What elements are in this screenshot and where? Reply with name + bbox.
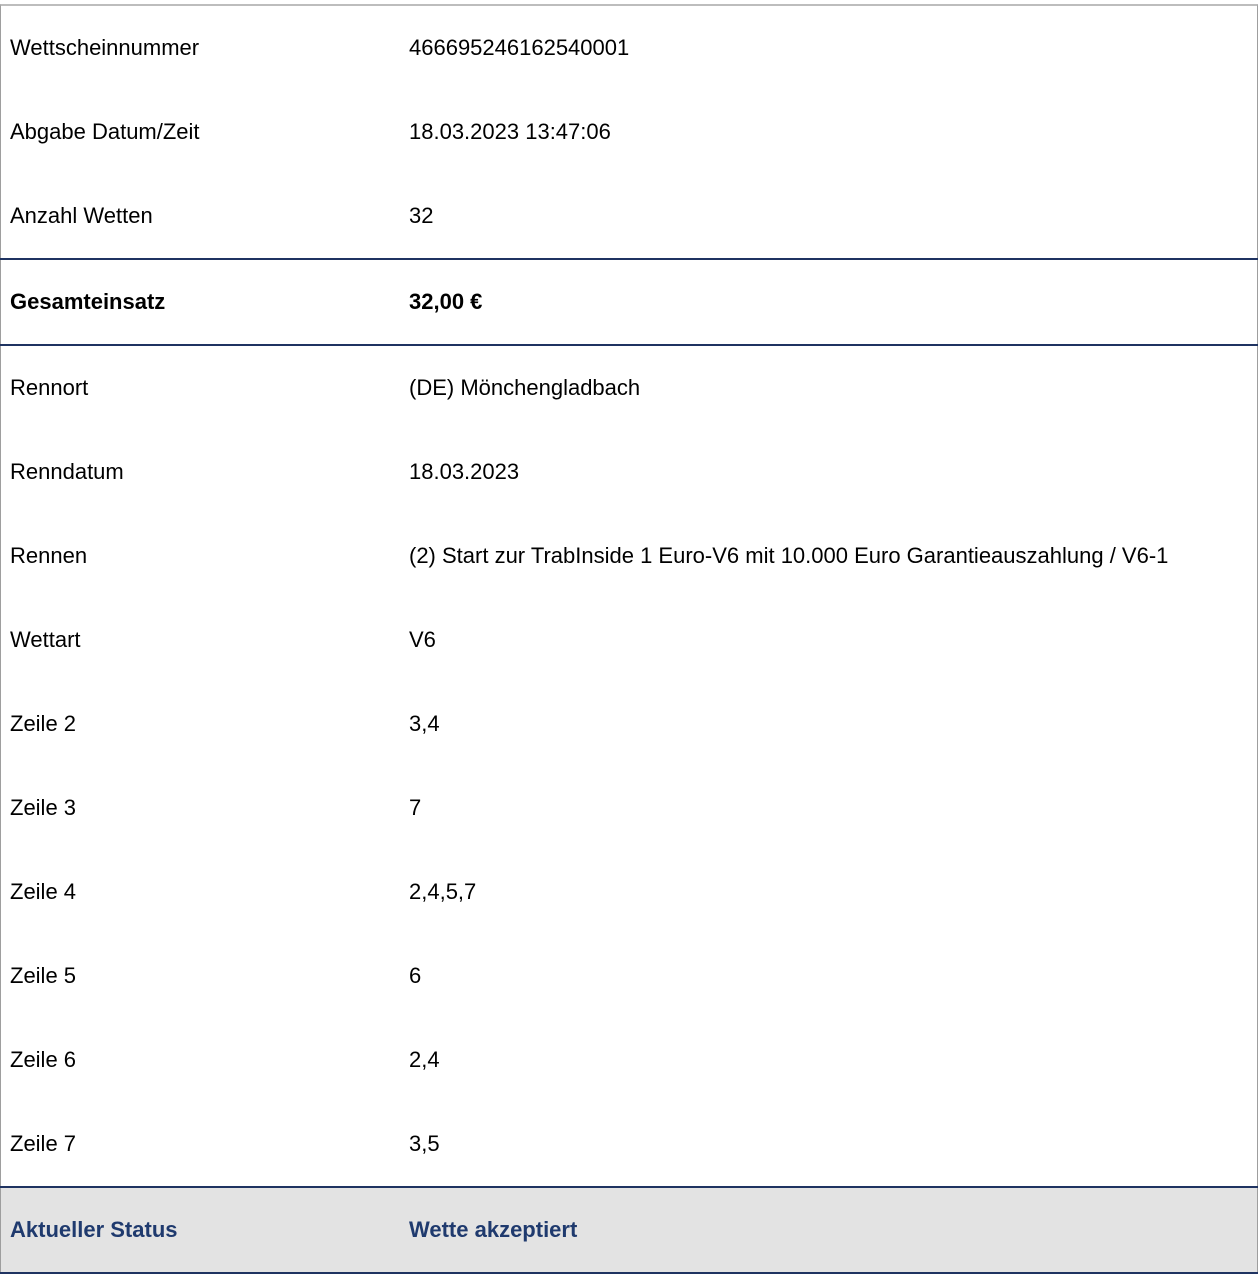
- row-label: Zeile 2: [10, 711, 77, 736]
- row-label: Abgabe Datum/Zeit: [10, 119, 200, 144]
- status-label: Aktueller Status: [10, 1217, 178, 1242]
- row-value: 18.03.2023 13:47:06: [409, 119, 611, 144]
- row-value: 32,00 €: [409, 289, 483, 314]
- row-value: 2,4,5,7: [409, 879, 477, 904]
- row-label: Rennen: [10, 543, 88, 568]
- row-label: Wettart: [10, 627, 81, 652]
- row-value: (2) Start zur TrabInside 1 Euro-V6 mit 10.000 Euro Garantieauszahlung / V6-1: [409, 543, 1169, 568]
- row-label: Zeile 4: [10, 879, 77, 904]
- row-line-4: [0, 850, 1258, 934]
- row-value: 7: [409, 795, 422, 820]
- row-submission-datetime: [0, 90, 1258, 174]
- status-value: Wette akzeptiert: [409, 1217, 578, 1242]
- row-race: [0, 514, 1258, 598]
- row-line-5: [0, 934, 1258, 1018]
- row-label: Renndatum: [10, 459, 124, 484]
- row-line-2: [0, 682, 1258, 766]
- row-line-6: [0, 1018, 1258, 1102]
- row-label: Zeile 3: [10, 795, 77, 820]
- row-label: Zeile 7: [10, 1131, 77, 1156]
- row-label: Zeile 6: [10, 1047, 77, 1072]
- row-ticket-number: [0, 6, 1258, 90]
- row-label: Anzahl Wetten: [10, 203, 153, 228]
- row-value: (DE) Mönchengladbach: [409, 375, 641, 400]
- row-race-location: [0, 346, 1258, 430]
- row-value: V6: [409, 627, 436, 652]
- row-value: 466695246162540001: [409, 35, 630, 60]
- row-bet-type: [0, 598, 1258, 682]
- row-value: 32: [409, 203, 434, 228]
- row-line-3: [0, 766, 1258, 850]
- row-current-status: [1, 1188, 1257, 1272]
- row-label: Gesamteinsatz: [10, 289, 166, 314]
- row-line-7: [0, 1102, 1258, 1186]
- row-value: 6: [409, 963, 422, 988]
- row-label: Zeile 5: [10, 963, 77, 988]
- row-label: Rennort: [10, 375, 89, 400]
- row-value: 3,4: [409, 711, 440, 736]
- row-value: 18.03.2023: [409, 459, 520, 484]
- row-value: 2,4: [409, 1047, 440, 1072]
- row-bet-count: [0, 174, 1258, 258]
- row-race-date: [0, 430, 1258, 514]
- row-total-stake: [0, 260, 1258, 344]
- row-label: Wettscheinnummer: [10, 35, 200, 60]
- row-value: 3,5: [409, 1131, 440, 1156]
